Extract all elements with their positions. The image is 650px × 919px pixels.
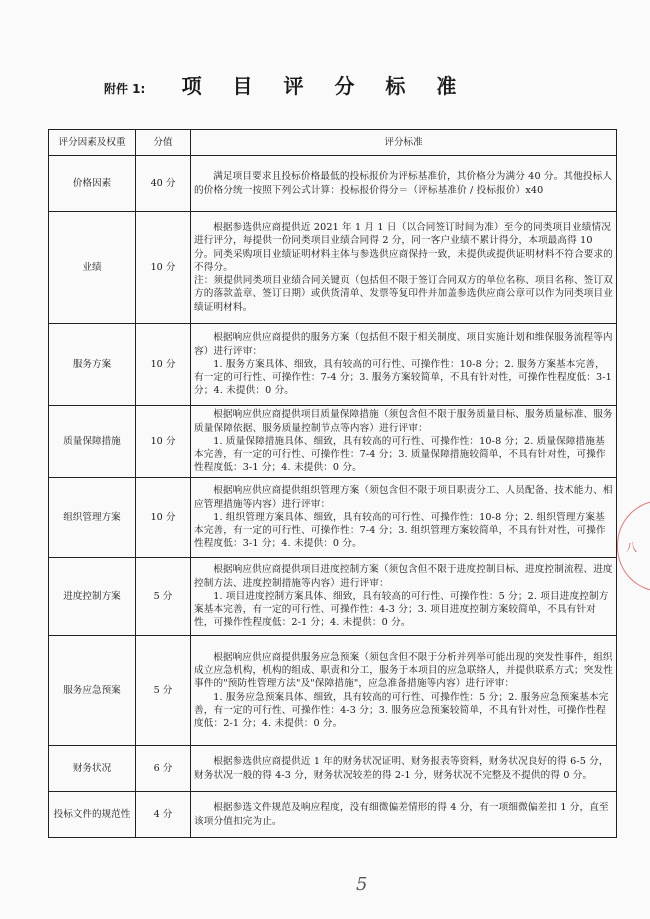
table-row <box>49 746 617 792</box>
stamp-text: 八 <box>626 541 637 554</box>
criteria-text: 1. 服务方案具体、细致，具有较高的可行性、可操作性：10-8 分；2. 服务方案基本完善，有一定的可行性、可操作性：7-4 分；3. 服务方案较简单，不具有针对性，可操作性程度低：3-1 分；4. 未提供：0 分。 <box>194 358 612 397</box>
header-factor: 评分因素及权重 <box>49 130 136 156</box>
factor-cell: 价格因素 <box>49 156 136 212</box>
factor-cell: 质量保障措施 <box>49 406 136 478</box>
table-row <box>49 406 617 478</box>
factor-cell: 服务应急预案 <box>49 636 136 746</box>
table-row <box>49 212 617 324</box>
criteria-cell <box>191 324 617 406</box>
handwritten-page-mark: 5 <box>356 874 368 895</box>
header-score: 分值 <box>136 130 191 156</box>
red-seal-stamp <box>617 500 650 592</box>
table-row <box>49 558 617 636</box>
criteria-cell <box>191 636 617 746</box>
criteria-note: 注：须提供同类项目业绩合同关键页（包括但不限于签订合同双方的单位名称、项目名称、签订双方的落款盖章、签订日期）或供货清单、发票等复印件并加盖参选供应商公章可以作为同类项目业绩证明材料。 <box>194 275 613 313</box>
score-cell: 40 分 <box>136 156 191 212</box>
criteria-text: 根据响应供应商提供服务应急预案（须包含但不限于分析并列举可能出现的突发性事件，组织成立应急机构，机构的组成、职责和分工，服务于本项目的应急联络人，并提供联系方式；突发性事件的"预防性管理方法"及"保障措施"，应急准备措施等内容）进行评审： <box>194 651 613 690</box>
factor-cell: 服务方案 <box>49 324 136 406</box>
criteria-text: 根据参选供应商提供近 1 年的财务状况证明、财务报表等资料，财务状况良好的得 6-5 分，财务状况一般的得 4-3 分，财务状况较差的得 2-1 分，财务状况不完整及不提供的得 0 分。 <box>194 756 609 781</box>
criteria-text: 1. 质量保障措施具体、细致，具有较高的可行性、可操作性：10-8 分；2. 质量保障措施基本完善，有一定的可行性、可操作性：7-4 分；3. 质量保障措施较简单，不具有针对性，可操作性程度低：3-1 分；4. 未提供：0 分。 <box>194 435 606 474</box>
factor-cell: 业绩 <box>49 212 136 324</box>
criteria-text: 根据响应供应商提供项目质量保障措施（须包含但不限于服务质量目标、服务质量标准、服务质量保障依据、服务质量控制节点等内容）进行评审： <box>194 409 613 434</box>
table-row <box>49 636 617 746</box>
attachment-label: 附件 1: <box>104 82 146 96</box>
criteria-text: 1. 组织管理方案具体、细致，具有较高的可行性、可操作性：10-8 分；2. 组织管理方案基本完善，有一定的可行性、可操作性：7-4 分；3. 组织管理方案较简单，不具有针对性，可操作性程度低：3-1 分；4. 未提供：0 分。 <box>194 511 606 550</box>
header-criteria: 评分标准 <box>191 130 617 156</box>
page-title: 项 目 评 分 标 准 <box>181 74 469 98</box>
criteria-text: 根据响应供应商提供项目进度控制方案（须包含但不限于进度控制目标、进度控制流程、进度控制方法、进度控制措施等内容）进行评审： <box>194 564 613 589</box>
factor-cell: 组织管理方案 <box>49 478 136 558</box>
table-row <box>49 792 617 838</box>
criteria-text: 根据响应供应商提供组织管理方案（须包含但不限于项目职责分工、人员配备、技术能力、相应管理措施等内容）进行评审： <box>194 485 613 510</box>
table-row <box>49 324 617 406</box>
scoring-table <box>48 129 617 838</box>
criteria-text: 根据参选文件规范及响应程度，没有细微偏差情形的得 4 分，有一项细微偏差扣 1 分，直至该项分值扣完为止。 <box>194 802 609 827</box>
score-cell: 10 分 <box>136 212 191 324</box>
criteria-cell <box>191 478 617 558</box>
criteria-text: 根据响应供应商提供的服务方案（包括但不限于相关制度、项目实施计划和维保服务流程等内容）进行评审： <box>194 332 613 357</box>
score-cell: 10 分 <box>136 406 191 478</box>
table-header-row <box>49 130 617 156</box>
criteria-text: 1. 项目进度控制方案具体、细致，具有较高的可行性、可操作性：5 分；2. 项目进度控制方案基本完善，有一定的可行性、可操作性：4-3 分；3. 项目进度控制方案较简单，不具有针对性，可操作性程度低：2-1 分；4. 未提供：0 分。 <box>194 590 609 629</box>
table-row <box>49 478 617 558</box>
criteria-cell <box>191 212 617 324</box>
criteria-cell <box>191 558 617 636</box>
factor-cell: 进度控制方案 <box>49 558 136 636</box>
score-cell: 4 分 <box>136 792 191 838</box>
criteria-text: 满足项目要求且投标价格最低的投标报价为评标基准价，其价格分为满分 40 分。其他投标人的价格分统一按照下列公式计算：投标报价得分＝（评标基准价 / 投标报价）x40 <box>194 171 613 196</box>
criteria-text: 根据参选供应商提供近 2021 年 1 月 1 日（以合同签订时间为准）至今的同类项目业绩情况进行评分，每提供一份同类项目业绩合同得 2 分，同一客户业绩不累计得分，本项最高得 10 分。同类采购项目业绩证明材料主体与参选供应商保持一致，未提供或提供证明材料不符合要求的不得分。 <box>194 222 613 273</box>
score-cell: 10 分 <box>136 324 191 406</box>
score-cell: 5 分 <box>136 636 191 746</box>
score-cell: 6 分 <box>136 746 191 792</box>
criteria-cell <box>191 792 617 838</box>
criteria-cell <box>191 406 617 478</box>
criteria-text: 1. 服务应急预案具体、细致，具有较高的可行性、可操作性：5 分；2. 服务应急预案基本完善，有一定的可行性、可操作性：4-3 分；3. 服务应急预案较简单，不具有针对性，可操作性程度低：2-1 分；4. 未提供：0 分。 <box>194 691 609 729</box>
criteria-cell <box>191 156 617 212</box>
table-row <box>49 156 617 212</box>
score-cell: 10 分 <box>136 478 191 558</box>
factor-cell: 投标文件的规范性 <box>49 792 136 838</box>
factor-cell: 财务状况 <box>49 746 136 792</box>
score-cell: 5 分 <box>136 558 191 636</box>
criteria-cell <box>191 746 617 792</box>
